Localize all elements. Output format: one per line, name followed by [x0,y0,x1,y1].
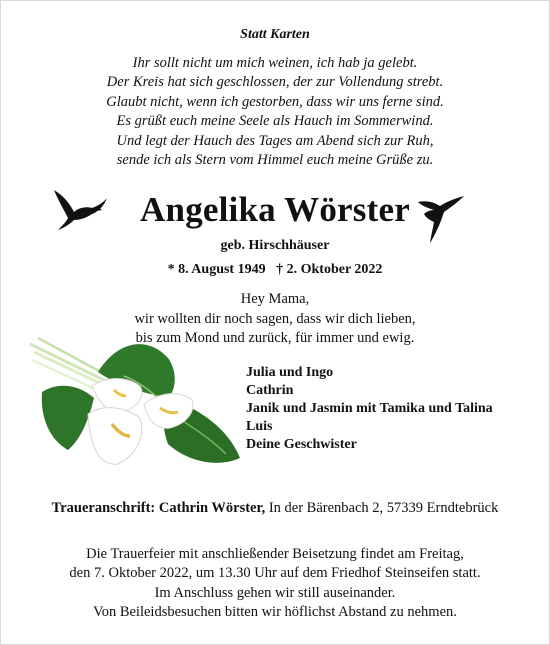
footer-line: Von Beileidsbesuchen bitten wir höflichst Abstand zu nehmen. [93,603,457,620]
poem-line: Glaubt nicht, wenn ich gestorben, dass wir uns ferne sind. [106,93,444,110]
message-line: Hey Mama, [240,291,310,307]
poem-line: Und legt der Hauch des Tages am Abend sich zur Ruh, [116,132,434,149]
footer-line: den 7. Oktober 2022, um 13.30 Uhr auf dem Friedhof Steinseifen statt. [69,565,481,582]
signers-list [246,364,493,454]
funeral-info [0,545,550,622]
poem [0,54,550,170]
signer: Cathrin [246,383,294,398]
signer: Deine Geschwister [246,437,357,452]
poem-line: Der Kreis hat sich geschlossen, der zur Vollendung strebt. [106,74,444,91]
poem-line: Es grüßt euch meine Seele als Hauch im Sommerwind. [116,113,434,130]
birth-name: geb. Hirschhäuser [220,238,330,253]
calla-lily-bouquet [28,332,246,472]
mourning-address [0,500,550,517]
message-line: wir wollten dir noch sagen, dass wir dich lieben, [134,310,416,327]
swallow-icon [416,194,466,244]
footer-line: Die Trauerfeier mit anschließender Beisetzung findet am Freitag, [86,546,464,562]
deceased-name: Angelika Wörster [140,190,410,229]
poem-line: sende ich als Stern vom Himmel euch meine Grüße zu. [116,152,434,169]
message-line: bis zum Mond und zurück, für immer und ewig. [135,330,415,346]
signer: Julia und Ingo [246,365,334,380]
footer-line: Im Anschluss gehen wir still auseinander. [154,584,396,601]
birth-date: * 8. August 1949 [167,262,266,277]
notice-header: Statt Karten [240,27,310,42]
life-dates [0,262,550,278]
signer: Janik und Jasmin mit Tamika und Talina [246,401,493,416]
poem-line: Ihr sollt nicht um mich weinen, ich hab ja gelebt. [132,55,418,71]
death-date: † 2. Oktober 2022 [276,262,383,277]
address-label: Traueranschrift: Cathrin Wörster, [51,500,266,516]
address-value: In der Bärenbach 2, 57339 Erndtebrück [268,500,499,516]
signer: Luis [246,419,273,434]
